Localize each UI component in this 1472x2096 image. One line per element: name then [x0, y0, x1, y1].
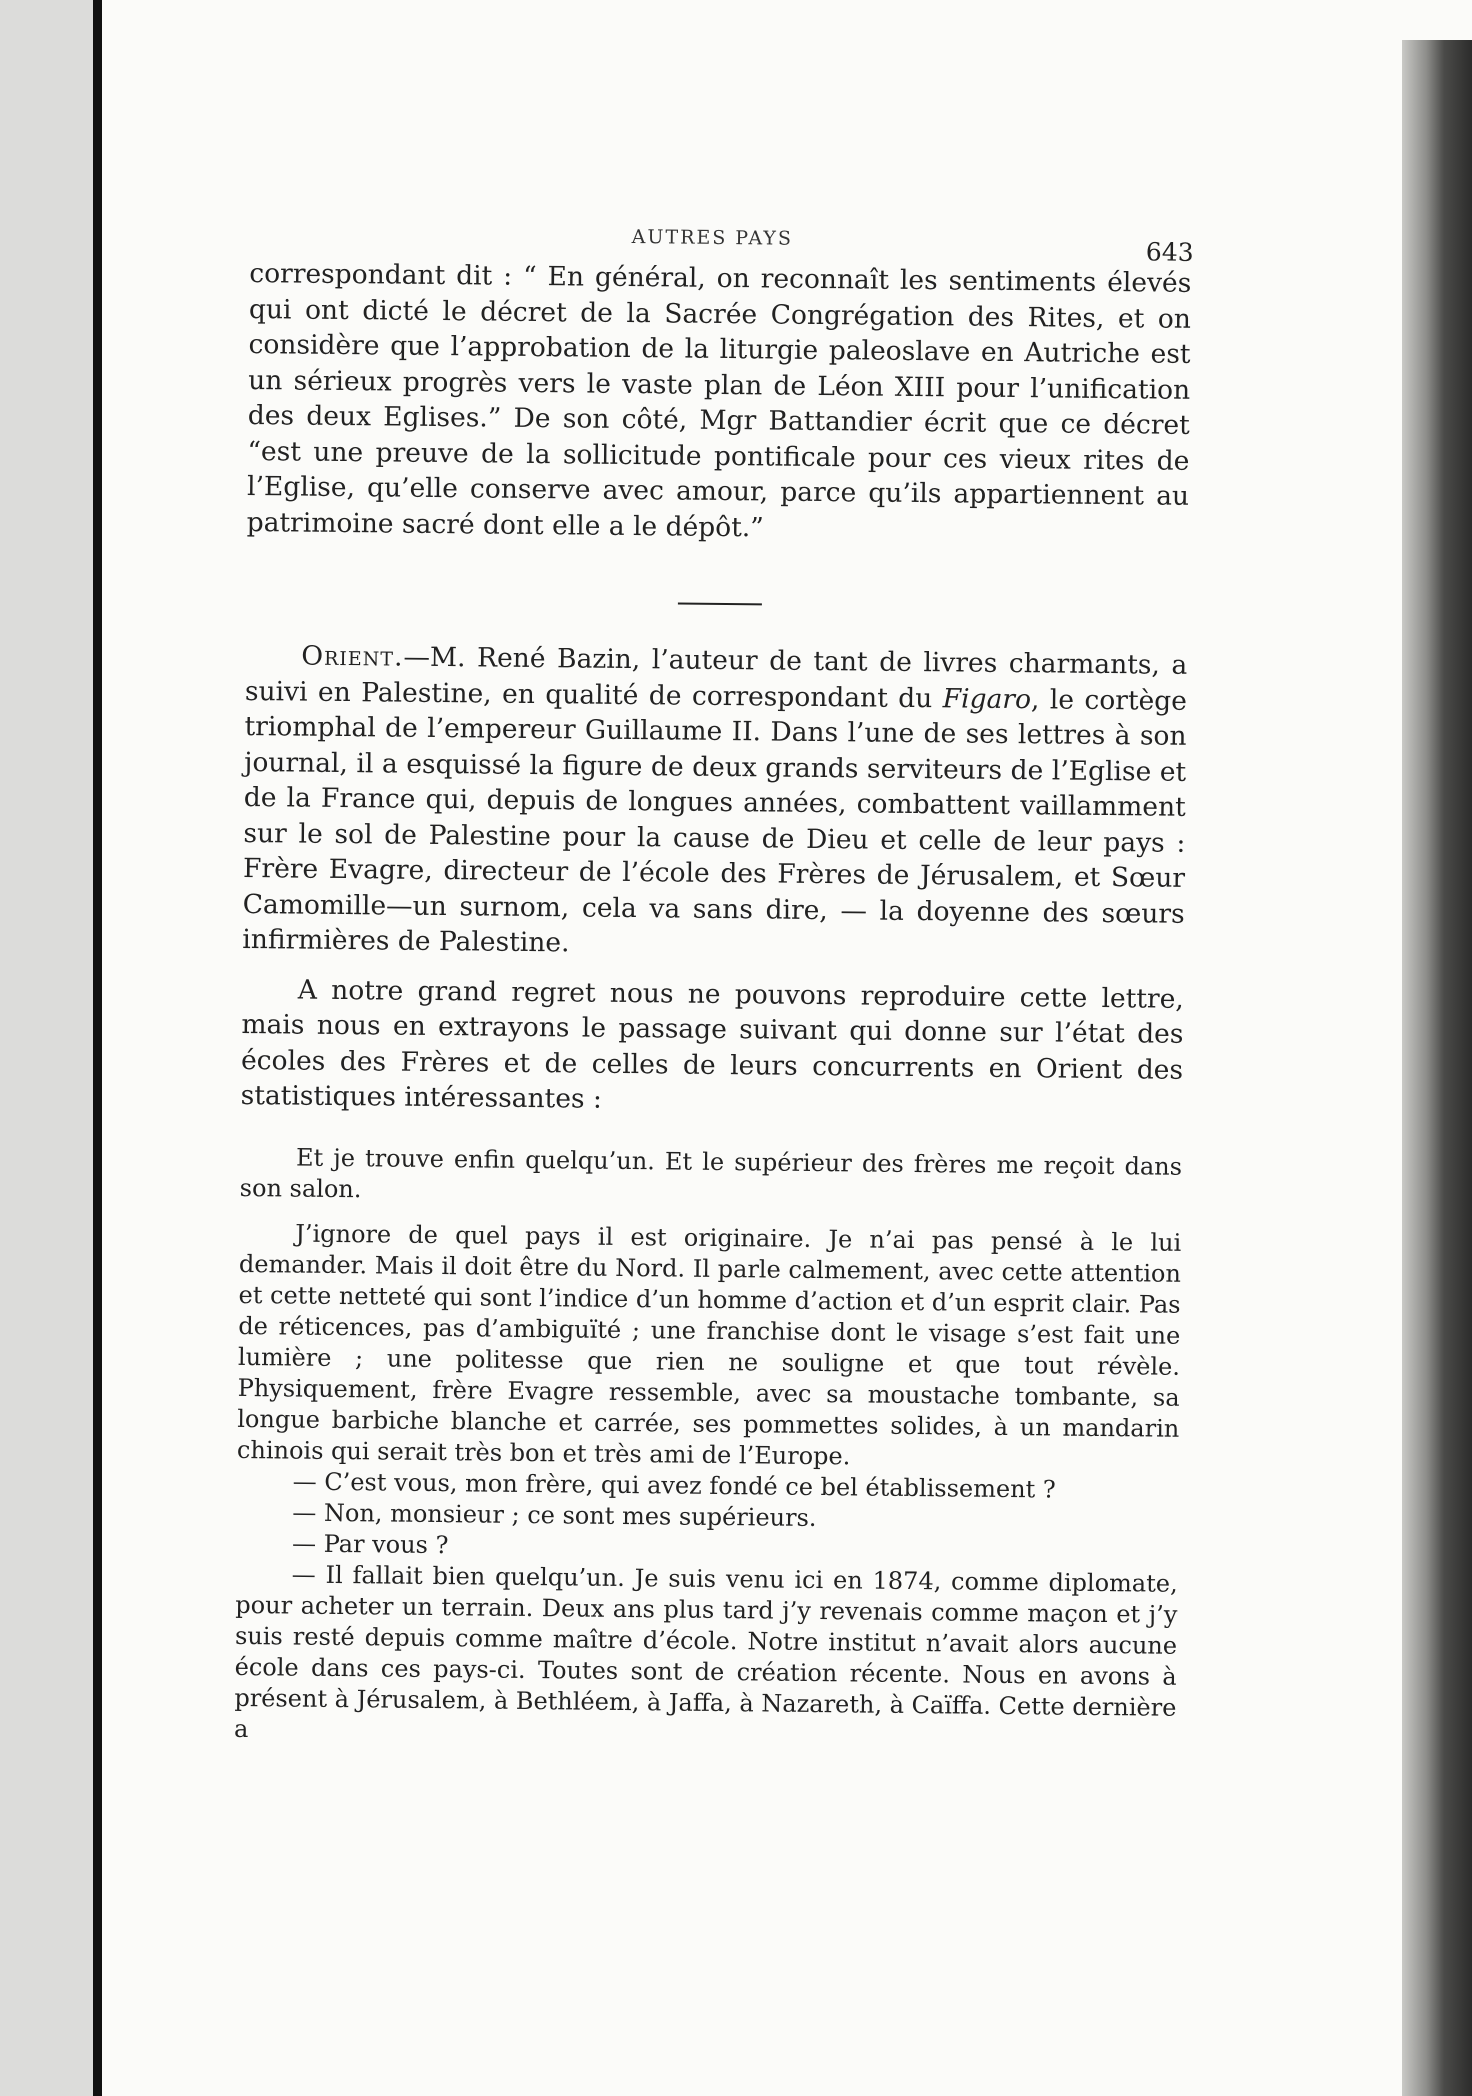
- section-divider: [678, 603, 762, 606]
- page-number: 643: [1145, 237, 1194, 267]
- quote-paragraph: — Non, monsieur ; ce sont mes supérieurs.: [292, 1498, 817, 1532]
- quote-paragraph: Et je trouve enfin quelqu’un. Et le supérieur des frères me reçoit dans son salon.: [239, 1143, 1183, 1203]
- newspaper-title: Figaro: [942, 682, 1032, 715]
- running-title: AUTRES PAYS: [631, 225, 794, 250]
- quote-paragraph: — Il fallait bien quelqu’un. Je suis venu ici en 1874, comme diplomate, pour acheter un terrain. Deux ans plus tard j’y revenais comme maçon et j’y suis resté depuis comme maître d’école. Notre institut n’avait alors aucune école dans ces pays-ci. Toutes sont de création récente. Nous en avons à présent à Jérusalem, à Bethléem, à Jaffa, à Nazareth, à Caïffa. Cette dernière a: [233, 1560, 1178, 1743]
- paragraph-orient-text: —M. René Bazin, l’auteur de tant de livres charmants, a suivi en Palestine, en qualité de correspondant du: [244, 641, 1188, 714]
- book-gutter: [0, 0, 106, 2096]
- quote-paragraph: J’ignore de quel pays il est originaire. Je n’ai pas pensé à le lui demander. Mais il doit être du Nord. Il parle calmement, avec cette attention et cette netteté qui sont l’indice d’un homme d’action et d’un esprit clair. Pas de réticences, pas d’ambiguïté ; une franchise dont le visage s’est fait une lumière ; une politesse que rien ne souligne et que tout révèle. Physiquement, frère Evagre ressemble, avec sa moustache tombante, sa longue barbiche blanche et carrée, ses pommettes solides, à un mandarin chinois qui serait très bon et très ami de l’Europe.: [236, 1219, 1182, 1470]
- section-label-orient: Orient.: [301, 640, 404, 673]
- running-head: [250, 210, 1192, 266]
- quote-paragraph: — Par vous ?: [291, 1529, 449, 1559]
- page-content: [234, 210, 1192, 1754]
- paragraph-orient-rest: , le cortège triomphal de l’empereur Guillaume II. Dans l’une de ses lettres à son journal, il a esquissé la figure de deux grands serviteurs de l’Eglise et de la France qui, depuis de longues années, combattent vaillamment sur le sol de Palestine pour la cause de Dieu et celle de leur pays : Frère Evagre, directeur de l’école des Frères de Jérusalem, et Sœur Camomille—un surnom, cela va sans dire, — la doyenne des sœurs infirmières de Palestine.: [242, 683, 1188, 959]
- page-edges: [1402, 40, 1472, 2096]
- quote-paragraph: — C’est vous, mon frère, qui avez fondé ce bel établissement ?: [292, 1467, 1056, 1504]
- gutter-shadow: [93, 0, 102, 2096]
- paragraph-orient: [242, 638, 1187, 967]
- paragraph-continuation: correspondant dit : “ En général, on reconnaît les sentiments élevés qui ont dicté le décret de la Sacrée Congrégation des Rites, et on considère que l’approbation de la liturgie paleoslave en Autriche est un sérieux progrès vers le vaste plan de Léon XIII pour l’unification des deux Eglises.” De son côté, Mgr Battandier écrit que ce décret “est une preuve de la sollicitude pontificale pour ces vieux rites de l’Eglise, qu’elle conserve avec amour, parce qu’ils appartiennent au patrimoine sacré dont elle a le dépôt.”: [246, 257, 1192, 543]
- paragraph-intro-quote: A notre grand regret nous ne pouvons reproduire cette lettre, mais nous en extrayons le passage suivant qui donne sur l’état des écoles des Frères et de celles de leurs concurrents en Orient des statistiques intéressantes :: [240, 974, 1184, 1115]
